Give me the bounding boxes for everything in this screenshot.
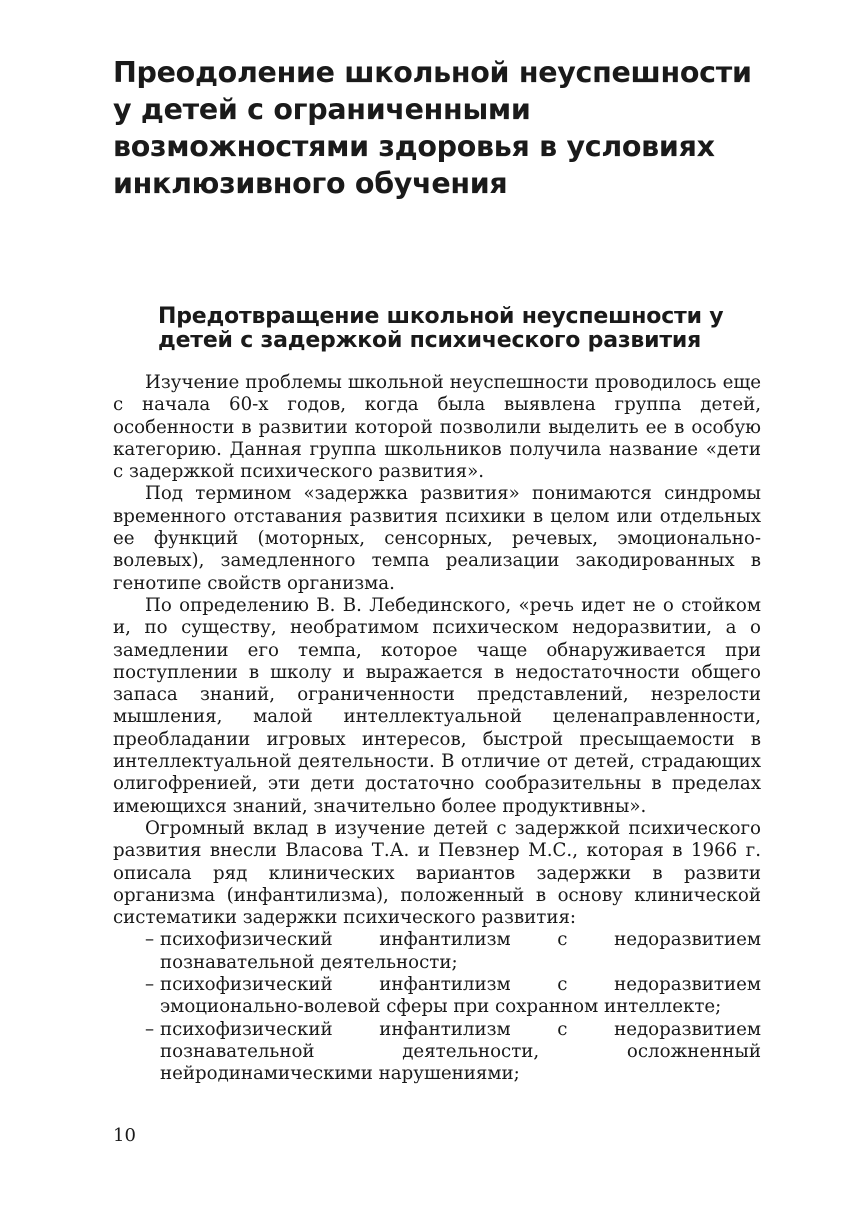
chapter-title: Преодоление школьной неуспешности у детей с ограниченными возможностями здоровья в условиях инклюзивного обучения xyxy=(113,56,752,200)
list-item: – психофизический инфантилизм с недоразвитием эмоционально-волевой сферы при сохранном интеллекте; xyxy=(113,974,761,1019)
body-text xyxy=(113,372,761,1086)
list-item: – психофизический инфантилизм с недоразвитием познавательной деятельности; xyxy=(113,929,761,974)
paragraph: По определению В. В. Лебединского, «речь идет не о стойком и, по существу, необратимом психическом недоразвитии, а о замедлении его темпа, которое чаще обнаруживается при поступлении в школу и выражается в недостаточности общего запаса знаний, ограниченности представлений, незрелости мышления, малой интеллектуальной целенаправленности, преобладании игровых интересов, быстрой пресыщаемости в интеллектуальной деятельности. В отличие от детей, страдающих олигофренией, эти дети достаточно сообразительны в пределах имеющихся знаний, значительно более продуктивны». xyxy=(113,594,761,817)
variant-list xyxy=(113,929,761,1085)
paragraph: Огромный вклад в изучение детей с задержкой психического развития внесли Власова Т.А. и Певзнер М.С., которая в 1966 г. описала ряд клинических вариантов задержки в развити организма (инфантилизма), положенный в основу клинической систематики задержки психического развития: xyxy=(113,817,761,929)
page-number: 10 xyxy=(113,1125,136,1146)
paragraph: Под термином «задержка развития» понимаются синдромы временного отставания развития психики в целом или отдельных ее функций (моторных, сенсорных, речевых, эмоционально-волевых), замедленного темпа реализации закодированных в генотипе свойств организма. xyxy=(113,483,761,594)
list-item: – психофизический инфантилизм с недоразвитием познавательной деятельности, осложненный нейродинамическими нарушениями; xyxy=(113,1019,761,1086)
section-title: Предотвращение школьной неуспешности у детей с задержкой психического развития xyxy=(158,304,724,353)
paragraph: Изучение проблемы школьной неуспешности проводилось еще с начала 60-х годов, когда была выявлена группа детей, особенности в развитии которой позволили выделить ее в особую категорию. Данная группа школьников получила название «дети с задержкой психического развития». xyxy=(113,372,761,483)
